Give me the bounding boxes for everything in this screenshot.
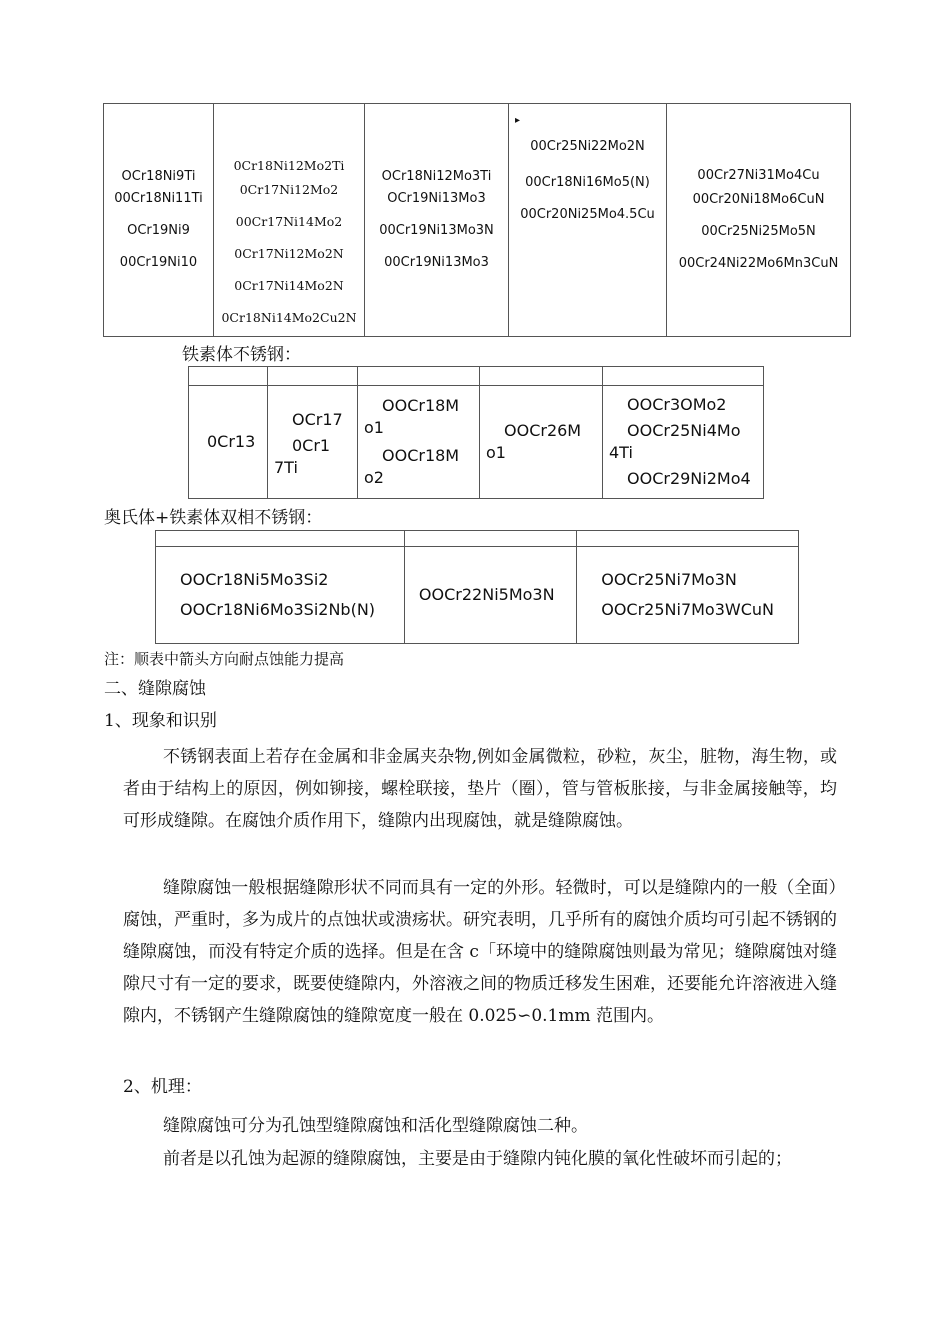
grade: 0Cr17Ti [274, 436, 331, 477]
paragraph-3: 缝隙腐蚀可分为孔蚀型缝隙腐蚀和活化型缝隙腐蚀二种。 [163, 1116, 588, 1136]
grade: 0Cr17Ni14Mo2N [234, 278, 344, 293]
grade: 0Cr18Ni14Mo2Cu2N [221, 310, 357, 325]
table1-col3 [365, 104, 509, 337]
table2-c2 [268, 386, 358, 499]
grade: OCr19Ni9 [127, 223, 190, 238]
grade: 00Cr24Ni22Mo6Mn3CuN [678, 256, 839, 271]
paragraph-1: 不锈钢表面上若存在金属和非金属夹杂物,例如金属微粒，砂粒，灰尘，脏物，海生物，或者由于结构上的原因，例如铆接，螺栓联接，垫片（圈），管与管板胀接，与非金属接触等，均可形成缝隙。在腐蚀介质作用下，缝隙内出现腐蚀，就是缝隙腐蚀。 [123, 747, 837, 831]
header-cell [156, 531, 405, 547]
grade: 00Cr17Ni14Mo2 [235, 214, 343, 229]
table1-col2 [214, 104, 365, 337]
grade: 0Cr17Ni12Mo2 [239, 182, 339, 197]
ferritic-grades-table [188, 366, 764, 499]
header-cell [404, 531, 576, 547]
grade: OOCr18Ni5Mo3Si2 [180, 570, 329, 589]
table3-c2 [404, 547, 576, 644]
grade: 0Cr18Ni12Mo2Ti [233, 158, 345, 173]
grade: OOCr18Mo1 [364, 396, 460, 437]
grade: 00Cr18Ni16Mo5(N) [525, 175, 650, 190]
grade: OOCr29Ni2Mo4 [627, 469, 751, 488]
subsection-title-1: 1、现象和识别 [104, 711, 217, 731]
grade: 00Cr27Ni31Mo4Cu [697, 168, 820, 183]
grade: OOCr22Ni5Mo3N [418, 585, 555, 604]
grade: OOCr25Ni7Mo3WCuN [601, 600, 774, 619]
table3-c3 [577, 547, 799, 644]
header-cell [480, 367, 603, 386]
header-cell [189, 367, 268, 386]
grade: OOCr26Mo1 [486, 421, 582, 462]
grade: 0Cr13 [207, 432, 256, 451]
ferritic-label: 铁素体不锈钢： [182, 345, 301, 365]
grade: OOCr25Ni4Mo4Ti [609, 421, 741, 462]
grade: OOCr18Ni6Mo3Si2Nb(N) [180, 600, 376, 619]
duplex-grades-table [155, 530, 799, 644]
grade: OOCr3OMo2 [627, 395, 727, 414]
grade: 00Cr25Ni22Mo2N [530, 139, 645, 154]
grade: 00Cr25Ni25Mo5N [701, 224, 816, 239]
grade: OCr18Ni9Ti [121, 169, 196, 184]
header-cell [603, 367, 764, 386]
header-cell [268, 367, 358, 386]
table2-c1 [189, 386, 268, 499]
table2-c3 [358, 386, 480, 499]
grade: OCr17 [292, 410, 343, 429]
grade: 00Cr20Ni25Mo4.5Cu [520, 207, 655, 222]
table3-c1 [156, 547, 405, 644]
grade: 00Cr20Ni18Mo6CuN [692, 192, 825, 207]
grade: OCr19Ni13Mo3 [387, 191, 486, 206]
table1-col5 [667, 104, 851, 337]
grade: 0Cr17Ni12Mo2N [234, 246, 344, 261]
duplex-label: 奥氏体+铁素体双相不锈钢： [104, 508, 323, 528]
table1-col4 [509, 104, 667, 337]
grade: OOCr18Mo2 [364, 446, 460, 487]
section-title: 二、缝隙腐蚀 [104, 679, 206, 699]
table-note: 注：顺表中箭头方向耐点蚀能力提高 [104, 650, 345, 668]
paragraph-2: 缝隙腐蚀一般根据缝隙形状不同而具有一定的外形。轻微时，可以是缝隙内的一般（全面）腐蚀，严重时，多为成片的点蚀状或溃疡状。研究表明，几乎所有的腐蚀介质均可引起不锈钢的缝隙腐蚀，而没有特定介质的选择。但是在含 c「环境中的缝隙腐蚀则最为常见；缝隙腐蚀对缝隙尺寸有一定的要求，既要使缝隙内，外溶液之间的物质迁移发生困难，还要能允许溶液进入缝隙内，不锈钢产生缝隙腐蚀的缝隙宽度一般在 0.025∽0.1mm 范围内。 [123, 878, 837, 1026]
header-cell [577, 531, 799, 547]
header-cell [358, 367, 480, 386]
grade: 00Cr18Ni11Ti [114, 191, 203, 206]
grade: 00Cr19Ni10 [119, 255, 198, 270]
arrow-right-icon: ▸ [515, 115, 521, 126]
subsection-title-2: 2、机理： [123, 1077, 202, 1097]
grade: OOCr25Ni7Mo3N [601, 570, 737, 589]
table1-col1 [104, 104, 214, 337]
table2-c4 [480, 386, 603, 499]
austenitic-grades-table [103, 103, 851, 337]
table2-c5 [603, 386, 764, 499]
grade: OCr18Ni12Mo3Ti [381, 169, 492, 184]
grade: 00Cr19Ni13Mo3 [384, 255, 489, 270]
paragraph-4: 前者是以孔蚀为起源的缝隙腐蚀，主要是由于缝隙内钝化膜的氧化性破坏而引起的； [163, 1149, 792, 1169]
grade: 00Cr19Ni13Mo3N [379, 223, 494, 238]
